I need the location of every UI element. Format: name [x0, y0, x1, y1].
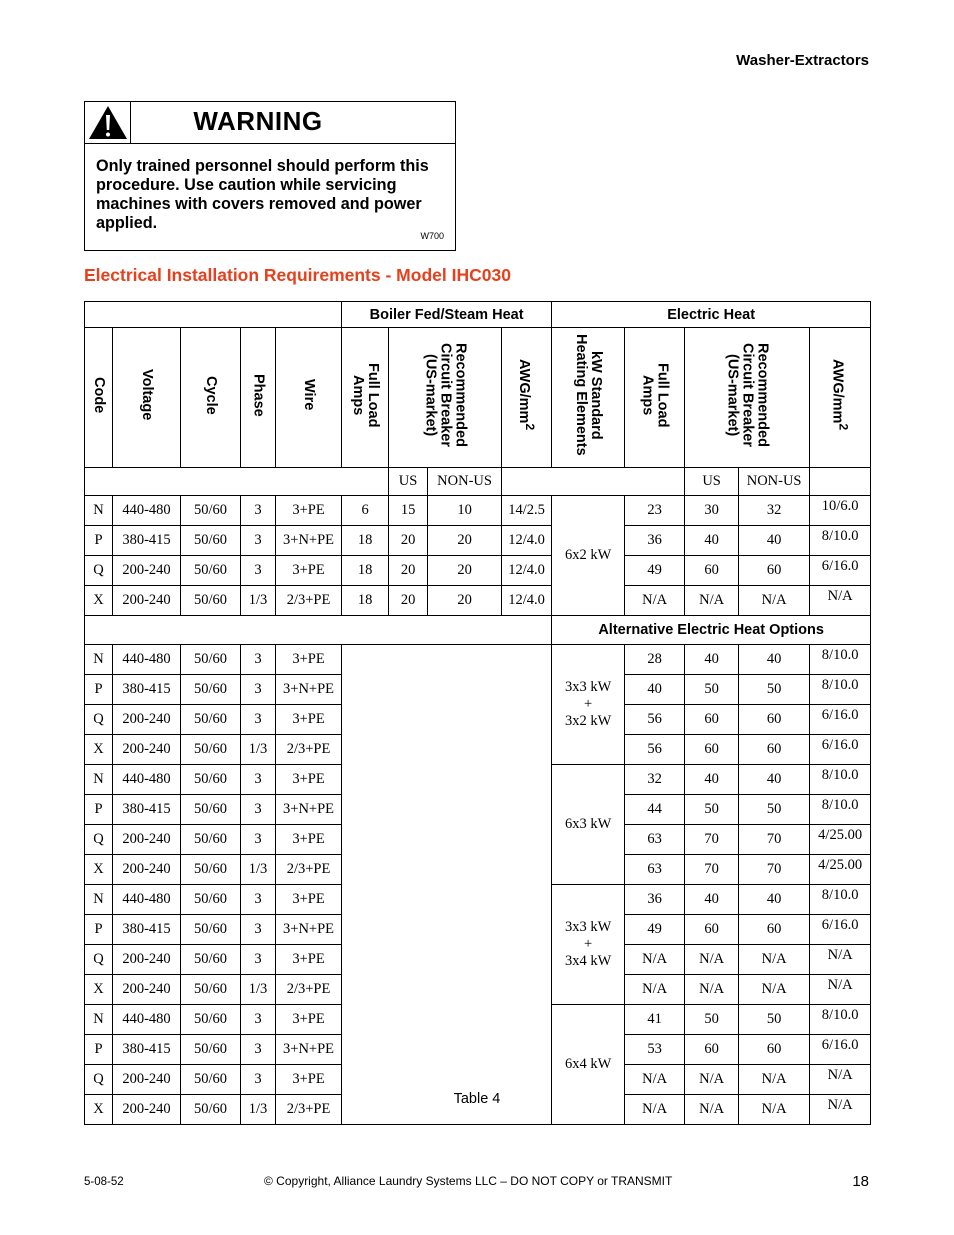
cell-e-breaker-non-us: N/A	[739, 975, 810, 1005]
cell-e-full-load-amps: N/A	[625, 1095, 685, 1125]
cell-e-full-load-amps: 56	[625, 705, 685, 735]
sub-e-us: US	[685, 468, 739, 496]
column-header-row	[85, 328, 871, 468]
cell-cycle: 50/60	[181, 945, 241, 975]
cell-cycle: 50/60	[181, 825, 241, 855]
cell-e-full-load-amps: 32	[625, 765, 685, 795]
cell-breaker-non-us: 20	[428, 556, 502, 586]
cell-e-breaker-us: 60	[685, 915, 739, 945]
cell-e-breaker-non-us: N/A	[739, 586, 810, 616]
cell-e-breaker-us: 30	[685, 496, 739, 526]
cell-code: N	[85, 645, 113, 675]
warning-code: W700	[420, 231, 444, 241]
cell-e-awg: 8/10.0	[810, 675, 871, 705]
cell-phase: 3	[241, 825, 276, 855]
col-full-load-amps: Full Load Amps	[342, 328, 389, 468]
kw-line: 6x3 kW	[564, 816, 612, 832]
cell-e-breaker-non-us: 60	[739, 915, 810, 945]
cell-e-full-load-amps: 56	[625, 735, 685, 765]
blank-boiler-block	[342, 645, 552, 1125]
cell-e-full-load-amps: 63	[625, 855, 685, 885]
cell-phase: 3	[241, 795, 276, 825]
cell-e-full-load-amps: N/A	[625, 945, 685, 975]
cell-e-awg: 8/10.0	[810, 765, 871, 795]
cell-cycle: 50/60	[181, 586, 241, 616]
cell-kw-alt	[552, 885, 625, 1005]
cell-voltage: 380-415	[113, 795, 181, 825]
cell-code: X	[85, 1095, 113, 1125]
cell-phase: 3	[241, 945, 276, 975]
table-row	[85, 586, 871, 616]
cell-voltage: 200-240	[113, 735, 181, 765]
page-number: 18	[852, 1173, 869, 1190]
cell-code: N	[85, 1005, 113, 1035]
cell-e-breaker-us: 60	[685, 556, 739, 586]
cell-cycle: 50/60	[181, 765, 241, 795]
cell-e-breaker-us: 60	[685, 1035, 739, 1065]
running-header: Washer-Extractors	[736, 52, 869, 69]
cell-e-full-load-amps: N/A	[625, 975, 685, 1005]
sub-us: US	[389, 468, 428, 496]
cell-phase: 3	[241, 1035, 276, 1065]
warning-text: Only trained personnel should perform this procedure. Use caution while servicing machines with covers removed and power applied.	[96, 157, 429, 232]
cell-e-breaker-us: 40	[685, 885, 739, 915]
kw-line: 3x2 kW	[564, 713, 612, 729]
alt-options-header: Alternative Electric Heat Options	[552, 616, 871, 645]
cell-voltage: 440-480	[113, 765, 181, 795]
cell-e-full-load-amps: 36	[625, 526, 685, 556]
cell-e-breaker-non-us: 50	[739, 795, 810, 825]
cell-breaker-us: 15	[389, 496, 428, 526]
cell-e-awg: N/A	[810, 586, 871, 616]
cell-cycle: 50/60	[181, 1065, 241, 1095]
kw-line: 3x3 kW	[564, 919, 612, 935]
cell-code: X	[85, 735, 113, 765]
cell-wire: 3+PE	[276, 1065, 342, 1095]
cell-e-full-load-amps: 28	[625, 645, 685, 675]
group-header-row	[85, 302, 871, 328]
cell-phase: 3	[241, 765, 276, 795]
table-row	[85, 496, 871, 526]
cell-kw-alt	[552, 645, 625, 765]
cell-phase: 3	[241, 885, 276, 915]
cell-voltage: 200-240	[113, 586, 181, 616]
cell-cycle: 50/60	[181, 735, 241, 765]
cell-e-breaker-us: 60	[685, 735, 739, 765]
cell-cycle: 50/60	[181, 556, 241, 586]
cell-e-breaker-non-us: 40	[739, 765, 810, 795]
cell-code: N	[85, 885, 113, 915]
cell-wire: 2/3+PE	[276, 975, 342, 1005]
cell-voltage: 200-240	[113, 945, 181, 975]
cell-wire: 3+N+PE	[276, 915, 342, 945]
cell-breaker-non-us: 20	[428, 526, 502, 556]
cell-e-breaker-non-us: N/A	[739, 945, 810, 975]
cell-e-breaker-non-us: 40	[739, 885, 810, 915]
cell-phase: 3	[241, 645, 276, 675]
cell-e-awg: 8/10.0	[810, 795, 871, 825]
cell-voltage: 200-240	[113, 825, 181, 855]
cell-code: Q	[85, 705, 113, 735]
cell-e-full-load-amps: 53	[625, 1035, 685, 1065]
cell-code: Q	[85, 945, 113, 975]
cell-awg: 12/4.0	[502, 556, 552, 586]
cell-code: X	[85, 975, 113, 1005]
cell-kw-standard: 6x2 kW	[552, 496, 625, 616]
cell-e-breaker-non-us: 60	[739, 1035, 810, 1065]
cell-e-breaker-non-us: 40	[739, 645, 810, 675]
cell-e-breaker-us: 50	[685, 795, 739, 825]
col-e-full-load-amps: Full Load Amps	[625, 328, 685, 468]
col-e-breaker: Recommended Circuit Breaker (US-market)	[685, 328, 810, 468]
cell-e-breaker-us: N/A	[685, 1095, 739, 1125]
kw-stack	[552, 816, 624, 833]
cell-code: P	[85, 526, 113, 556]
cell-e-full-load-amps: 36	[625, 885, 685, 915]
cell-phase: 1/3	[241, 586, 276, 616]
cell-phase: 3	[241, 1005, 276, 1035]
cell-e-breaker-us: N/A	[685, 1065, 739, 1095]
table-row	[85, 526, 871, 556]
cell-wire: 3+PE	[276, 556, 342, 586]
cell-e-full-load-amps: 40	[625, 675, 685, 705]
cell-e-breaker-non-us: 70	[739, 825, 810, 855]
cell-cycle: 50/60	[181, 915, 241, 945]
cell-e-breaker-non-us: 60	[739, 556, 810, 586]
col-kw-standard: kW Standard Heating Elements	[552, 328, 625, 468]
cell-phase: 3	[241, 705, 276, 735]
cell-wire: 3+N+PE	[276, 1035, 342, 1065]
cell-cycle: 50/60	[181, 1095, 241, 1125]
cell-phase: 1/3	[241, 975, 276, 1005]
cell-voltage: 200-240	[113, 855, 181, 885]
kw-line: +	[584, 696, 593, 712]
electrical-requirements-table	[84, 301, 871, 1125]
cell-code: Q	[85, 825, 113, 855]
col-code: Code	[85, 328, 113, 468]
col-wire: Wire	[276, 328, 342, 468]
cell-e-awg: 10/6.0	[810, 496, 871, 526]
cell-e-breaker-non-us: N/A	[739, 1095, 810, 1125]
cell-e-awg: 4/25.00	[810, 825, 871, 855]
cell-voltage: 200-240	[113, 705, 181, 735]
cell-phase: 3	[241, 556, 276, 586]
cell-wire: 3+PE	[276, 645, 342, 675]
cell-wire: 3+N+PE	[276, 795, 342, 825]
cell-code: P	[85, 915, 113, 945]
cell-e-awg: 8/10.0	[810, 526, 871, 556]
cell-voltage: 200-240	[113, 975, 181, 1005]
cell-e-awg: N/A	[810, 1095, 871, 1125]
cell-voltage: 200-240	[113, 1065, 181, 1095]
cell-e-breaker-us: 70	[685, 825, 739, 855]
cell-phase: 3	[241, 675, 276, 705]
section-title: Electrical Installation Requirements - Model IHC030	[84, 265, 511, 285]
cell-awg: 12/4.0	[502, 526, 552, 556]
kw-line: 6x4 kW	[564, 1056, 612, 1072]
blank-group-cell	[85, 302, 342, 328]
kw-stack	[552, 919, 624, 970]
cell-cycle: 50/60	[181, 795, 241, 825]
cell-code: P	[85, 795, 113, 825]
cell-e-breaker-non-us: N/A	[739, 1065, 810, 1095]
cell-e-breaker-us: 40	[685, 526, 739, 556]
doc-number: 5-08-52	[84, 1176, 124, 1188]
kw-line: +	[584, 936, 593, 952]
cell-breaker-us: 20	[389, 556, 428, 586]
cell-wire: 2/3+PE	[276, 586, 342, 616]
cell-full-load-amps: 18	[342, 556, 389, 586]
cell-code: X	[85, 855, 113, 885]
cell-code: P	[85, 675, 113, 705]
alt-header-row	[85, 616, 871, 645]
warning-title: WARNING	[193, 106, 323, 136]
electric-group-header: Electric Heat	[552, 302, 871, 328]
cell-e-awg: N/A	[810, 975, 871, 1005]
cell-e-awg: 8/10.0	[810, 885, 871, 915]
cell-wire: 3+PE	[276, 765, 342, 795]
cell-cycle: 50/60	[181, 885, 241, 915]
cell-e-breaker-non-us: 32	[739, 496, 810, 526]
cell-voltage: 380-415	[113, 1035, 181, 1065]
cell-cycle: 50/60	[181, 526, 241, 556]
col-awg: AWG/$mm^2$	[502, 328, 552, 468]
cell-cycle: 50/60	[181, 496, 241, 526]
cell-e-awg: 6/16.0	[810, 915, 871, 945]
cell-breaker-us: 20	[389, 586, 428, 616]
cell-wire: 2/3+PE	[276, 855, 342, 885]
kw-line: 3x3 kW	[564, 679, 612, 695]
cell-e-full-load-amps: 49	[625, 915, 685, 945]
cell-e-breaker-non-us: 60	[739, 705, 810, 735]
cell-cycle: 50/60	[181, 705, 241, 735]
warning-triangle-icon	[88, 105, 128, 140]
cell-code: Q	[85, 1065, 113, 1095]
col-e-awg: AWG/$mm^2$	[810, 328, 871, 468]
col-breaker: Recommended Circuit Breaker (US-market)	[389, 328, 502, 468]
cell-e-full-load-amps: N/A	[625, 586, 685, 616]
cell-e-awg: 6/16.0	[810, 735, 871, 765]
cell-e-breaker-us: 70	[685, 855, 739, 885]
cell-phase: 3	[241, 915, 276, 945]
cell-e-awg: 8/10.0	[810, 1005, 871, 1035]
cell-breaker-non-us: 20	[428, 586, 502, 616]
cell-phase: 1/3	[241, 1095, 276, 1125]
cell-e-full-load-amps: 23	[625, 496, 685, 526]
cell-e-breaker-non-us: 40	[739, 526, 810, 556]
cell-e-breaker-us: N/A	[685, 975, 739, 1005]
cell-cycle: 50/60	[181, 645, 241, 675]
cell-full-load-amps: 18	[342, 586, 389, 616]
cell-phase: 1/3	[241, 855, 276, 885]
col-cycle: Cycle	[181, 328, 241, 468]
cell-e-breaker-us: N/A	[685, 586, 739, 616]
cell-code: X	[85, 586, 113, 616]
cell-cycle: 50/60	[181, 855, 241, 885]
cell-kw-alt	[552, 765, 625, 885]
cell-e-awg: 6/16.0	[810, 1035, 871, 1065]
cell-phase: 3	[241, 526, 276, 556]
cell-e-full-load-amps: 63	[625, 825, 685, 855]
col-phase: Phase	[241, 328, 276, 468]
cell-code: Q	[85, 556, 113, 586]
cell-code: P	[85, 1035, 113, 1065]
cell-code: N	[85, 765, 113, 795]
cell-e-breaker-us: 60	[685, 705, 739, 735]
cell-phase: 3	[241, 1065, 276, 1095]
cell-wire: 3+N+PE	[276, 526, 342, 556]
cell-e-awg: 8/10.0	[810, 645, 871, 675]
sub-non-us: NON-US	[428, 468, 502, 496]
sub-e-non-us: NON-US	[739, 468, 810, 496]
copyright-notice: © Copyright, Alliance Laundry Systems LLC – DO NOT COPY or TRANSMIT	[264, 1174, 673, 1188]
cell-wire: 3+PE	[276, 496, 342, 526]
table-row	[85, 645, 871, 675]
warning-icon-cell	[85, 102, 131, 143]
cell-voltage: 440-480	[113, 496, 181, 526]
cell-breaker-non-us: 10	[428, 496, 502, 526]
cell-wire: 3+PE	[276, 945, 342, 975]
cell-e-breaker-us: 50	[685, 675, 739, 705]
cell-phase: 1/3	[241, 735, 276, 765]
cell-wire: 2/3+PE	[276, 1095, 342, 1125]
cell-e-breaker-non-us: 50	[739, 675, 810, 705]
cell-phase: 3	[241, 496, 276, 526]
cell-awg: 12/4.0	[502, 586, 552, 616]
cell-e-full-load-amps: N/A	[625, 1065, 685, 1095]
kw-stack	[552, 1056, 624, 1073]
cell-e-full-load-amps: 44	[625, 795, 685, 825]
cell-e-awg: N/A	[810, 945, 871, 975]
cell-e-awg: 6/16.0	[810, 556, 871, 586]
cell-breaker-us: 20	[389, 526, 428, 556]
blank-sub-cell	[810, 468, 871, 496]
cell-code: N	[85, 496, 113, 526]
cell-e-breaker-non-us: 60	[739, 735, 810, 765]
cell-e-breaker-us: N/A	[685, 945, 739, 975]
cell-voltage: 440-480	[113, 1005, 181, 1035]
sub-header-row	[85, 468, 871, 496]
cell-voltage: 440-480	[113, 645, 181, 675]
cell-voltage: 200-240	[113, 556, 181, 586]
cell-voltage: 380-415	[113, 526, 181, 556]
cell-voltage: 440-480	[113, 885, 181, 915]
cell-cycle: 50/60	[181, 975, 241, 1005]
table-caption: Table 4	[453, 1091, 501, 1107]
cell-e-full-load-amps: 49	[625, 556, 685, 586]
cell-e-awg: 4/25.00	[810, 855, 871, 885]
cell-e-breaker-non-us: 50	[739, 1005, 810, 1035]
blank-sub-cell	[85, 468, 389, 496]
cell-wire: 3+PE	[276, 1005, 342, 1035]
cell-awg: 14/2.5	[502, 496, 552, 526]
cell-wire: 3+N+PE	[276, 675, 342, 705]
cell-full-load-amps: 6	[342, 496, 389, 526]
cell-cycle: 50/60	[181, 1035, 241, 1065]
cell-e-breaker-us: 40	[685, 765, 739, 795]
cell-voltage: 380-415	[113, 675, 181, 705]
kw-line: 3x4 kW	[564, 953, 612, 969]
warning-box	[84, 101, 456, 251]
kw-stack	[552, 679, 624, 730]
cell-wire: 2/3+PE	[276, 735, 342, 765]
cell-e-full-load-amps: 41	[625, 1005, 685, 1035]
cell-cycle: 50/60	[181, 1005, 241, 1035]
warning-header	[85, 102, 455, 144]
cell-full-load-amps: 18	[342, 526, 389, 556]
cell-e-awg: 6/16.0	[810, 705, 871, 735]
blank-sub-cell	[502, 468, 685, 496]
cell-wire: 3+PE	[276, 705, 342, 735]
cell-e-awg: N/A	[810, 1065, 871, 1095]
cell-voltage: 200-240	[113, 1095, 181, 1125]
cell-e-breaker-non-us: 70	[739, 855, 810, 885]
table-row	[85, 556, 871, 586]
cell-wire: 3+PE	[276, 825, 342, 855]
cell-voltage: 380-415	[113, 915, 181, 945]
cell-wire: 3+PE	[276, 885, 342, 915]
cell-e-breaker-us: 50	[685, 1005, 739, 1035]
col-voltage: Voltage	[113, 328, 181, 468]
boiler-group-header: Boiler Fed/Steam Heat	[342, 302, 552, 328]
cell-cycle: 50/60	[181, 675, 241, 705]
cell-e-breaker-us: 40	[685, 645, 739, 675]
blank-alt-cell	[85, 616, 552, 645]
